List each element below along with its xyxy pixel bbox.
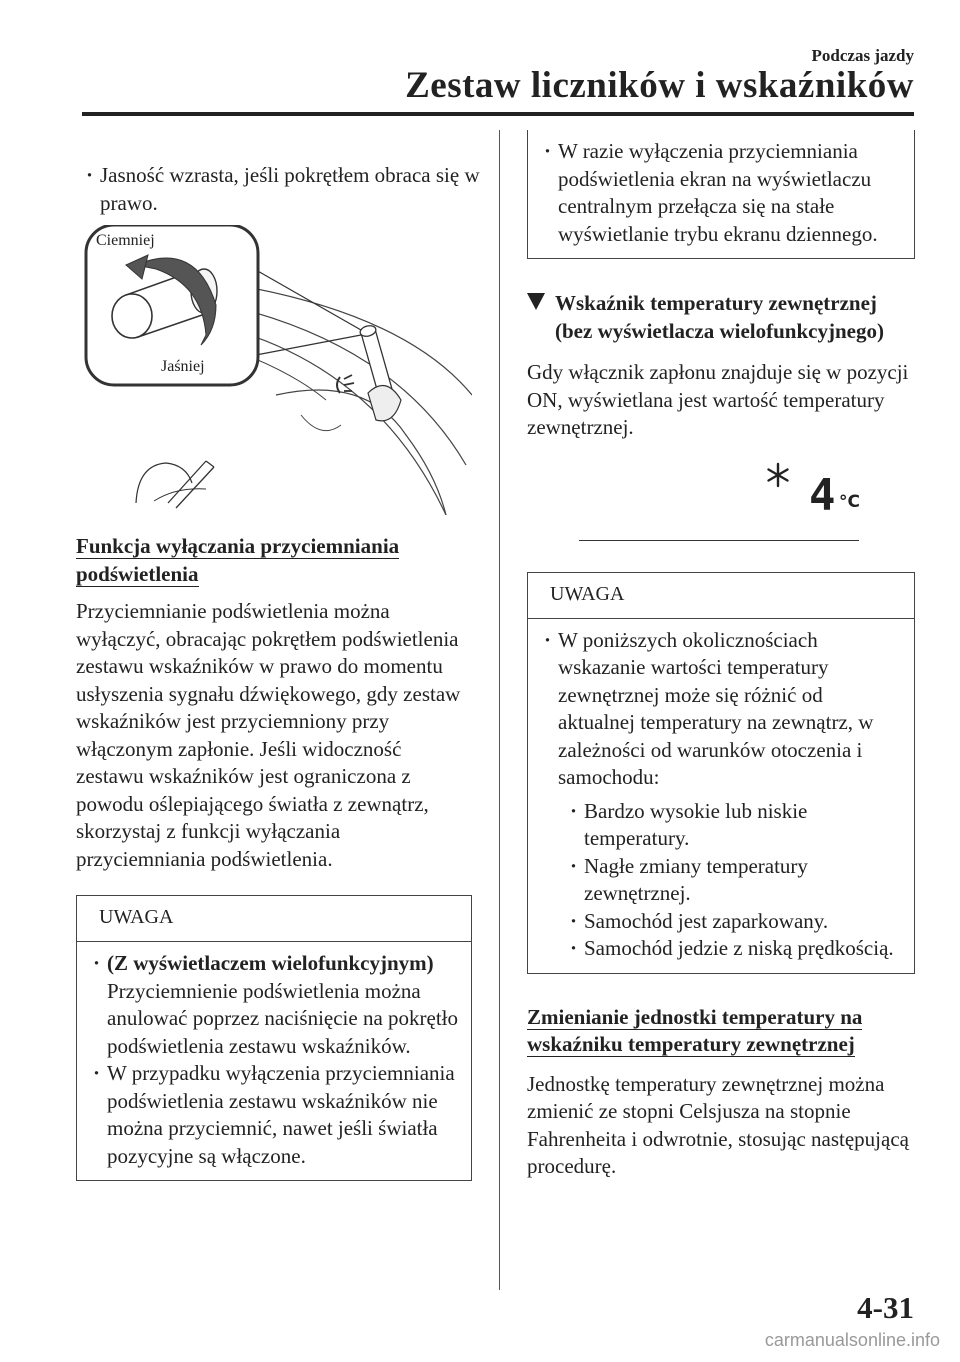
note-title: UWAGA [528,573,914,619]
label-bright: Jaśniej [161,358,205,375]
snowflake-icon [765,462,791,488]
note-subitem: · Samochód jest zaparkowany. [534,908,904,936]
display-baseline [579,540,859,542]
note-item: · W razie wyłączenia przyciemniania podświetlenia ekran na wyświetlaczu centralnym przełącza się na stałe wyświetlanie trybu ekranu dziennego. [534,138,904,248]
dimmer-cancel-paragraph: Przyciemnianie podświetlenia można wyłączyć, obracając pokrętłem podświetlenia zestawu wskaźników w prawo do momentu usłyszenia sygnału dźwiękowego, gdy zestaw wskaźników jest przyciemniony przy włączonym zapłonie. Jeśli widoczność zestawu wskaźników jest ograniczona z powodu oślepiającego światła z zewnątrz, skorzystaj z funkcji wyłączania przyciemniania podświetlenia. [76,599,461,871]
temperature-display [527,460,915,560]
temperature-value: 4 [809,469,836,521]
section-outside-temp: Wskaźnik temperatury zewnętrznej (bez wyświetlacza wielofunkcyjnego) [527,289,915,345]
right-column [527,139,915,1181]
section-triangle-icon [527,293,545,310]
column-divider [499,130,500,1290]
watermark: carmanualsonline.info [764,1330,940,1350]
note-box-left [76,895,472,1181]
note-title: UWAGA [77,896,471,942]
page-title: Zestaw liczników i wskaźników [405,65,914,106]
subhead-dimmer-cancel: Funkcja wyłączania przyciemniania podświetlenia [76,534,400,586]
note-item: · W poniższych okolicznościach wskazanie wartości temperatury zewnętrznej może się różnić od aktualnej temperatury na zewnątrz, w zależności od warunków otoczenia i samochodu: [534,627,904,792]
header-section: Podczas jazdy [811,46,914,65]
page-number: 4-31 [857,1290,914,1325]
note-subitem: · Samochód jedzie z niską prędkością. [534,935,904,963]
unit-change-paragraph: Jednostkę temperatury zewnętrznej można zmienić ze stopni Celsjusza na stopnie Fahrenheita i odwrotnie, stosując następującą procedurę. [527,1071,909,1178]
left-column [76,162,480,1181]
note-subitem: · Bardzo wysokie lub niskie temperatury. [534,798,904,853]
label-dark: Ciemniej [96,232,155,249]
note-item: · W przypadku wyłączenia przyciemniania podświetlenia zestawu wskaźników nie można przyciemnić, nawet jeśli światła pozycyjne są włączone. [83,1060,461,1170]
outside-temp-paragraph: Gdy włącznik zapłonu znajduje się w pozycji ON, wyświetlana jest wartość temperatury zewnętrznej. [527,360,909,439]
note-box-right [527,572,915,974]
temperature-unit: °C [839,491,860,512]
subhead-unit-change: Zmienianie jednostki temperatury na wskaźniku temperatury zewnętrznej [527,1004,863,1056]
note-subitem: · Nagłe zmiany temperatury zewnętrznej. [534,853,904,908]
illumination-icon [337,375,354,393]
continued-note-box [527,130,915,259]
note-item: · (Z wyświetlaczem wielofunkcyjnym) Przyciemnienie podświetlenia można anulować poprzez naciśnięcie na pokrętło podświetlenia zestawu wskaźników. [83,950,461,1060]
dimmer-knob-small [359,324,401,421]
gauge-needle-illustration [136,461,214,508]
intro-bullet: · Jasność wzrasta, jeśli pokrętłem obraca się w prawo. [76,162,480,217]
header-rule [82,112,914,116]
dimmer-knob-illustration [76,225,472,515]
